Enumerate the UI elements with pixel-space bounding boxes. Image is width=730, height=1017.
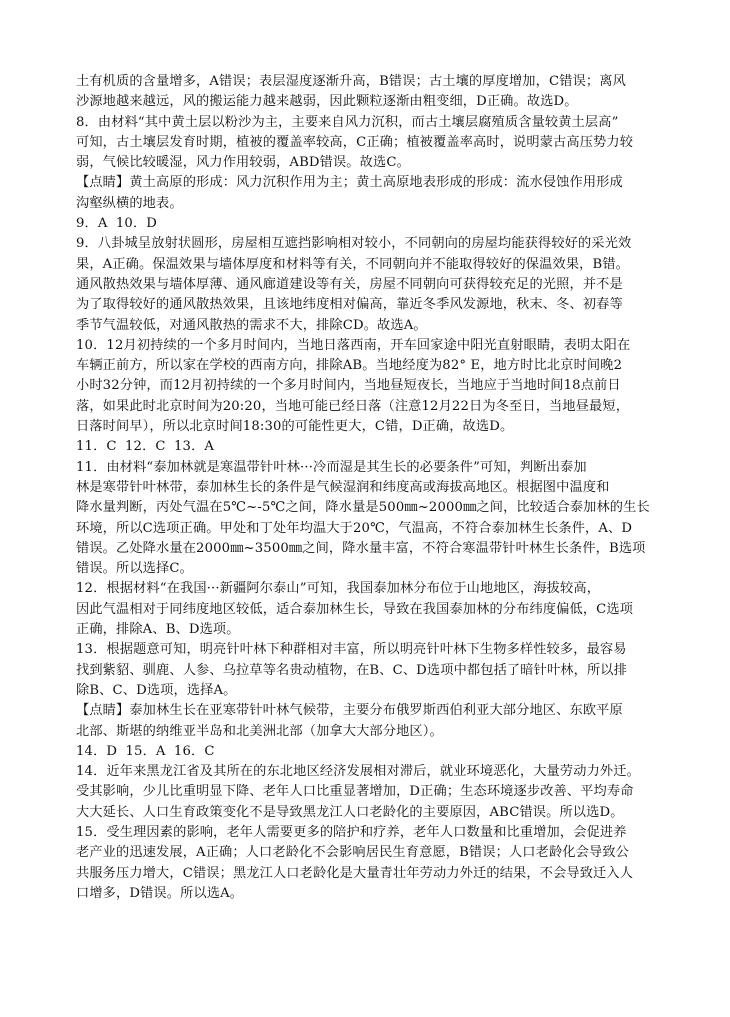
text-line: 环境，所以C选项正确。甲处和丁处年均温大于20℃，气温高，不符合泰加林生长条件，A、D: [76, 520, 633, 536]
text-line: 落，如果此时北京时间为20:20，当地可能已经日落（注意12月22日为冬至日，当地昼最短，: [76, 398, 630, 414]
text-line: 降水量判断，丙处气温在5℃~-5℃之间，降水量是500㎜~2000㎜之间，比较适合泰加林的生长: [76, 500, 650, 516]
text-line: 可知，古土壤层发育时期，植被的覆盖率较高，C正确；植被覆盖率高时，说明蒙古高压势力较: [76, 134, 634, 150]
text-line: 共服务压力增大，C错误；黑龙江人口老龄化是大量青壮年劳动力外迁的结果，不会导致迁入人: [76, 865, 634, 881]
text-line: 为了取得较好的通风散热效果，且该地纬度相对偏高，靠近冬季风发源地，秋末、冬、初春等: [76, 297, 623, 313]
answer-page: [76, 72, 664, 904]
text-line: 弱，气候比较暖湿，风力作用较弱，ABD错误。故选C。: [76, 155, 410, 171]
text-line: 北部、斯堪的纳维亚半岛和北美洲北部（加拿大大部分地区）。: [76, 723, 443, 739]
text-line: 沙源地越来越远，风的搬运能力越来越弱，因此颗粒逐渐由粗变细，D正确。故选D。: [76, 94, 578, 110]
answer-key-line: 9．A 10．D: [76, 216, 158, 232]
text-line: 13．根据题意可知，明亮针叶林下种群相对丰富，所以明亮针叶林下生物多样性较多，最容易: [76, 642, 627, 658]
text-line: 因此气温相对于同纬度地区较低，适合泰加林生长，导致在我国泰加林的分布纬度偏低，C选项: [76, 601, 634, 617]
text-line: 11．由材料“泰加林就是寒温带针叶林···冷而湿是其生长的必要条件”可知，判断出泰加: [76, 459, 587, 475]
text-line: 大大延长、人口生育政策变化不是导致黑龙江人口老龄化的主要原因，ABC错误。所以选D。: [76, 804, 624, 820]
text-line: 12．根据材料“在我国···新疆阿尔泰山”可知，我国泰加林分布位于山地地区，海拔较高，: [76, 581, 601, 597]
answer-key-line: 11．C 12．C 13．A: [76, 439, 215, 455]
tip-heading-line: 【点睛】黄土高原的形成：风力沉积作用为主；黄土高原地表形成的形成：流水侵蚀作用形成: [76, 175, 623, 191]
text-line: 15．受生理因素的影响，老年人需要更多的陪护和疗养，老年人口数量和比重增加，会促进养: [76, 824, 627, 840]
text-line: 土有机质的含量增多，A错误；表层湿度逐渐升高，B错误；古土壤的厚度增加，C错误；离风: [76, 74, 626, 89]
text-line: 果，A正确。保温效果与墙体厚度和材料等有关，不同朝向并不能取得较好的保温效果，B错。: [76, 256, 630, 272]
tip-heading-line: 【点睛】泰加林生长在亚寒带针叶林气候带，主要分布俄罗斯西伯利亚大部分地区、东欧平原: [76, 703, 623, 719]
text-line: 正确，排除A、B、D选项。: [76, 622, 240, 638]
text-line: 沟壑纵横的地表。: [76, 195, 183, 211]
text-line: 日落时间早），所以北京时间18:30的可能性更大，C错，D正确，故选D。: [76, 419, 514, 435]
text-line: 10．12月初持续的一个多月时间内，当地日落西南，开车回家途中阳光直射眼睛，表明太阳在: [76, 337, 631, 353]
text-line: 季节气温较低，对通风散热的需求不大，排除CD。故选A。: [76, 317, 427, 333]
text-line: 8．由材料“其中黄土层以粉沙为主，主要来自风力沉积，而古土壤层腐殖质含量较黄土层高”: [76, 114, 619, 130]
text-line: 通风散热效果与墙体厚薄、通风廊道建设等有关，房屋不同朝向可获得较充足的光照，并不是: [76, 276, 623, 292]
text-line: 受其影响，少儿比重明显下降、老年人口比重显著增加，D正确；生态环境逐步改善、平均寿命: [76, 784, 634, 800]
text-line: 错误。乙处降水量在2000㎜~3500㎜之间，降水量丰富，不符合寒温带针叶林生长条件，B选项: [76, 540, 646, 556]
text-line: 口增多，D错误。所以选A。: [76, 885, 244, 901]
text-line: 14．近年来黑龙江省及其所在的东北地区经济发展相对滞后，就业环境恶化，大量劳动力外迁。: [76, 764, 640, 780]
text-line: 林是寒带针叶林带，泰加林生长的条件是气候湿润和纬度高或海拔高地区。根据图中温度和: [76, 479, 610, 495]
text-line: 找到紫貂、驯鹿、人参、乌拉草等名贵动植物，在B、C、D选项中都包括了暗针叶林，所以排: [76, 662, 627, 678]
text-line: 小时32分钟，而12月初持续的一个多月时间内，当地昼短夜长，当地应于当地时间18点前日: [76, 378, 621, 394]
text-line: 车辆正前方，所以家在学校的西南方向，排除AB。当地经度为82° E，地方时比北京时间晚2: [76, 358, 623, 374]
answer-key-line: 14．D 15．A 16．C: [76, 743, 215, 759]
text-line: 错误。所以选择C。: [76, 561, 193, 577]
text-line: 9．八卦城呈放射状圆形，房屋相互遮挡影响相对较小，不同朝向的房屋均能获得较好的采光效: [76, 236, 632, 252]
text-line: 除B、C、D选项，选择A。: [76, 682, 237, 698]
text-line: 老产业的迅速发展，A正确；人口老龄化不会影响居民生育意愿，B错误；人口老龄化会导致公: [76, 845, 630, 861]
